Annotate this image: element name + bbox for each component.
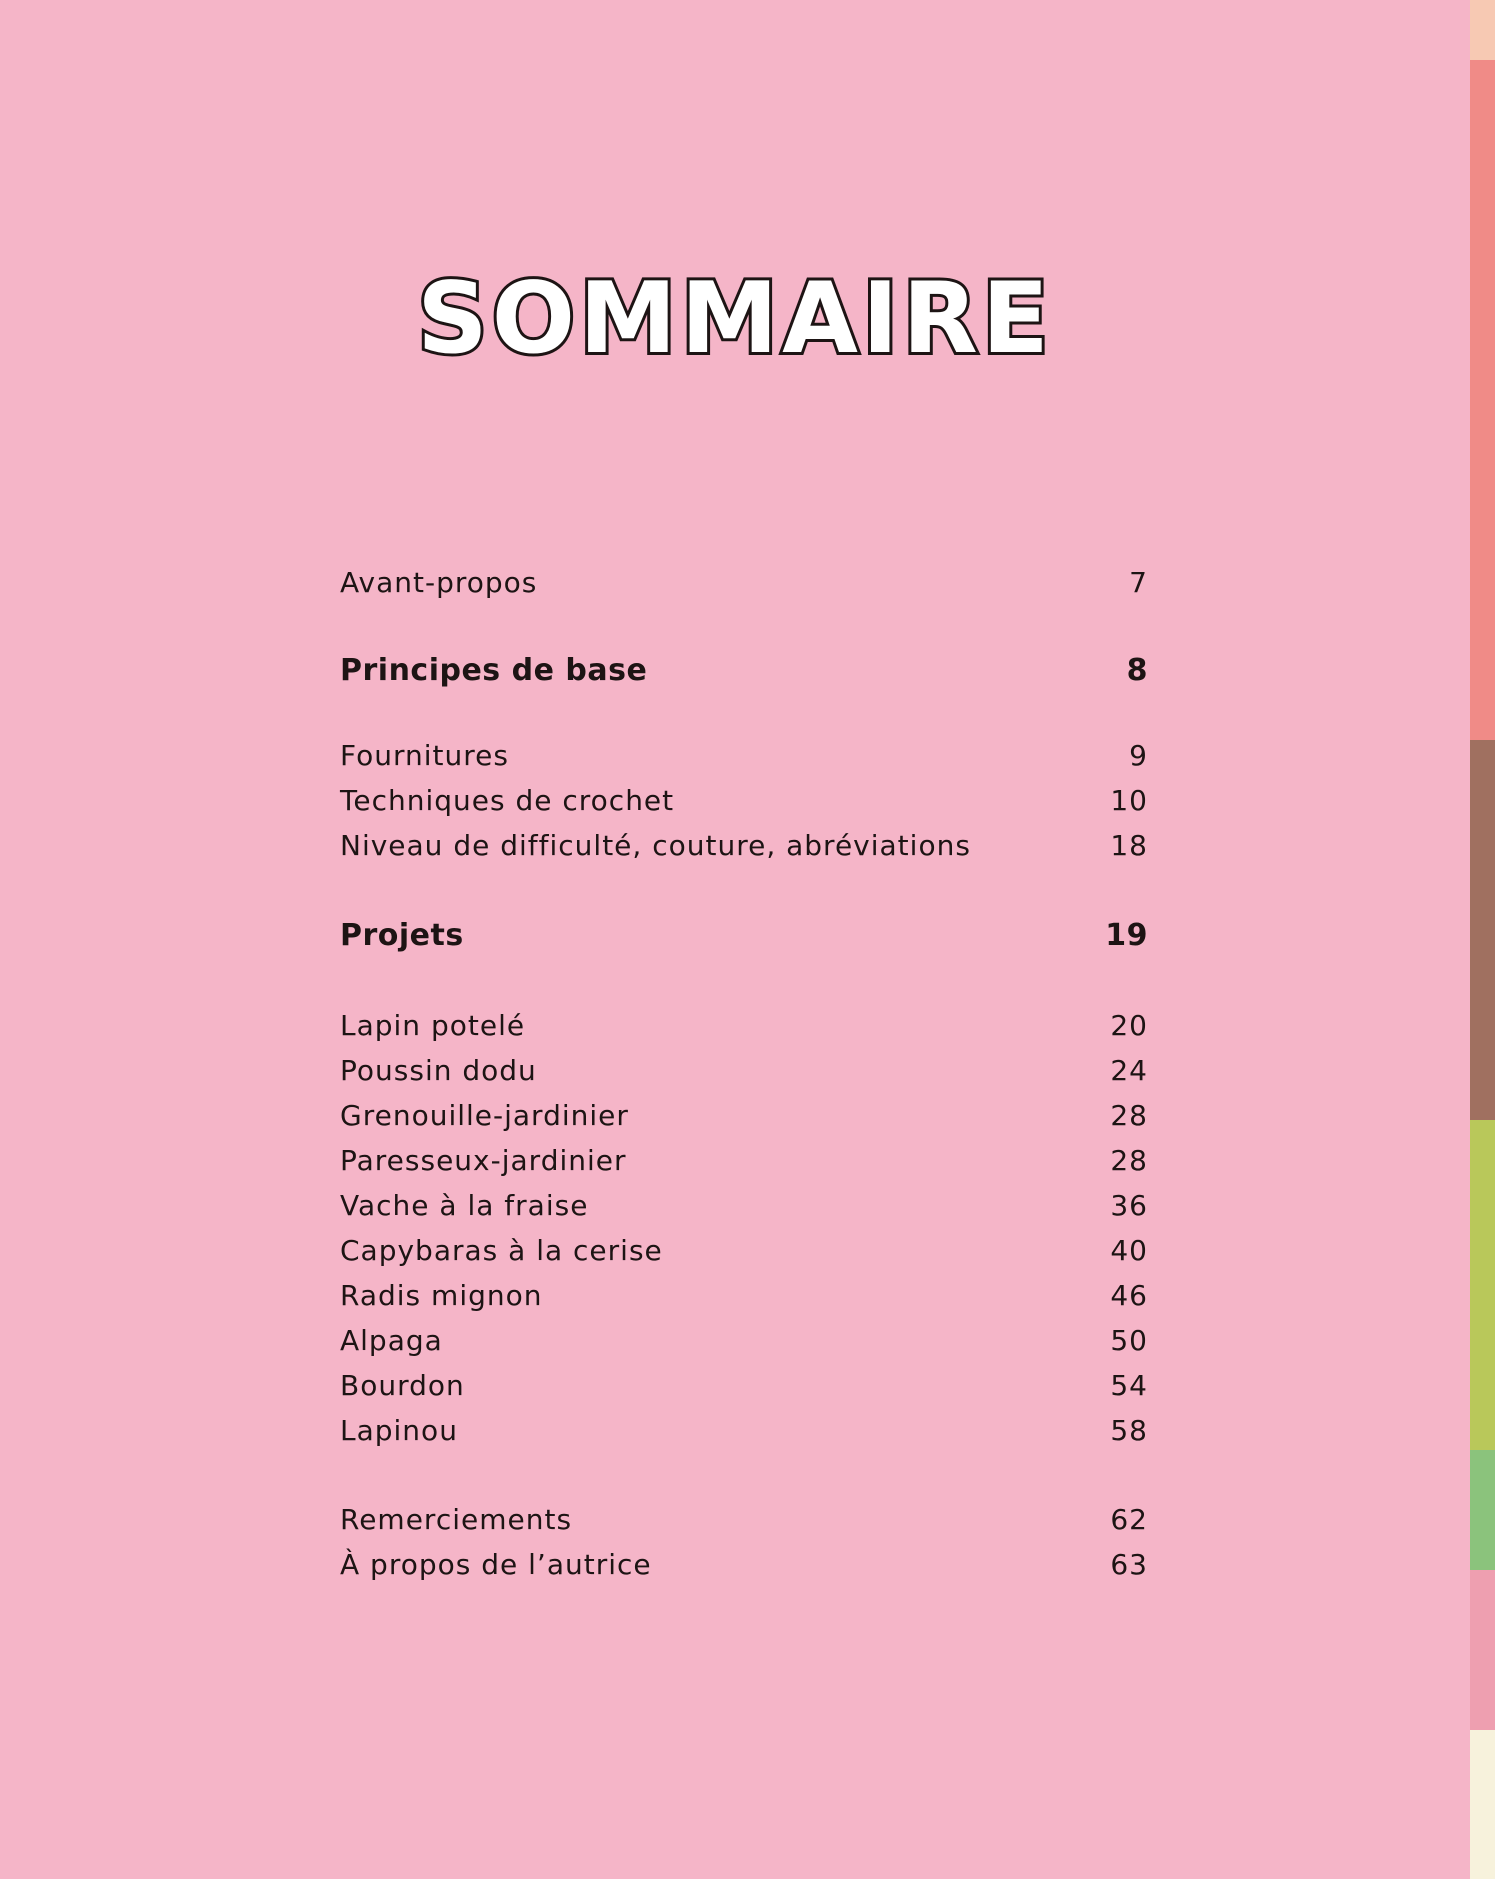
toc-entry-label: Remerciements (340, 1503, 573, 1536)
toc-entry-page: 9 (1129, 739, 1148, 772)
edge-stripe (1470, 0, 1495, 60)
toc-entry-bourdon[interactable] (340, 1363, 1148, 1408)
page-title: SOMMAIRE (417, 262, 1053, 376)
toc-entry-page: 46 (1110, 1279, 1148, 1312)
toc-entry-a-propos-autrice[interactable] (340, 1542, 1148, 1587)
facing-page-edge (1470, 0, 1495, 1879)
toc-section-page: 19 (1105, 918, 1148, 953)
toc-entry-page: 20 (1110, 1009, 1148, 1042)
toc-entry-label: Alpaga (340, 1324, 443, 1357)
toc-entry-fournitures[interactable] (340, 733, 1148, 778)
toc-section-projets[interactable] (340, 913, 1148, 958)
toc-entry-page: 18 (1110, 829, 1148, 862)
toc-entry-label: Vache à la fraise (340, 1189, 589, 1222)
toc-entry-grenouille-jardinier[interactable] (340, 1093, 1148, 1138)
toc-entry-page: 24 (1110, 1054, 1148, 1087)
toc-entry-label: À propos de l’autrice (340, 1548, 652, 1581)
table-of-contents (340, 560, 1148, 1587)
toc-entry-poussin-dodu[interactable] (340, 1048, 1148, 1093)
toc-entry-label: Techniques de crochet (340, 784, 675, 817)
toc-entry-label: Avant-propos (340, 566, 538, 599)
edge-stripe (1470, 60, 1495, 740)
toc-entry-capybaras-cerise[interactable] (340, 1228, 1148, 1273)
edge-stripe (1470, 1730, 1495, 1879)
toc-entry-alpaga[interactable] (340, 1318, 1148, 1363)
toc-entry-label: Capybaras à la cerise (340, 1234, 663, 1267)
edge-stripe (1470, 1570, 1495, 1730)
toc-entry-lapin-potele[interactable] (340, 1003, 1148, 1048)
toc-entry-avant-propos[interactable] (340, 560, 1148, 605)
toc-entry-page: 28 (1110, 1099, 1148, 1132)
toc-entry-vache-fraise[interactable] (340, 1183, 1148, 1228)
toc-entry-page: 54 (1110, 1369, 1148, 1402)
edge-stripe (1470, 1120, 1495, 1450)
toc-section-principes[interactable] (340, 648, 1148, 693)
toc-entry-page: 40 (1110, 1234, 1148, 1267)
toc-section-page: 8 (1126, 653, 1148, 688)
toc-entry-radis-mignon[interactable] (340, 1273, 1148, 1318)
toc-entry-label: Lapinou (340, 1414, 458, 1447)
edge-stripe (1470, 1450, 1495, 1570)
toc-entry-niveau[interactable] (340, 823, 1148, 868)
toc-entry-label: Niveau de difficulté, couture, abréviations (340, 829, 971, 862)
toc-section-label: Principes de base (340, 653, 648, 688)
edge-stripe (1470, 740, 1495, 1120)
toc-entry-label: Paresseux-jardinier (340, 1144, 627, 1177)
toc-entry-lapinou[interactable] (340, 1408, 1148, 1453)
toc-entry-label: Grenouille-jardinier (340, 1099, 629, 1132)
toc-entry-label: Bourdon (340, 1369, 465, 1402)
toc-entry-page: 50 (1110, 1324, 1148, 1357)
toc-entry-page: 7 (1129, 566, 1148, 599)
toc-section-label: Projets (340, 918, 464, 953)
toc-entry-label: Fournitures (340, 739, 509, 772)
toc-entry-label: Lapin potelé (340, 1009, 526, 1042)
toc-entry-paresseux-jardinier[interactable] (340, 1138, 1148, 1183)
toc-entry-page: 58 (1110, 1414, 1148, 1447)
toc-entry-page: 10 (1110, 784, 1148, 817)
toc-entry-label: Radis mignon (340, 1279, 543, 1312)
toc-entry-page: 28 (1110, 1144, 1148, 1177)
toc-entry-remerciements[interactable] (340, 1497, 1148, 1542)
title-container (0, 262, 1470, 376)
toc-entry-label: Poussin dodu (340, 1054, 537, 1087)
toc-entry-page: 36 (1110, 1189, 1148, 1222)
toc-entry-page: 63 (1110, 1548, 1148, 1581)
toc-entry-page: 62 (1110, 1503, 1148, 1536)
toc-entry-techniques[interactable] (340, 778, 1148, 823)
